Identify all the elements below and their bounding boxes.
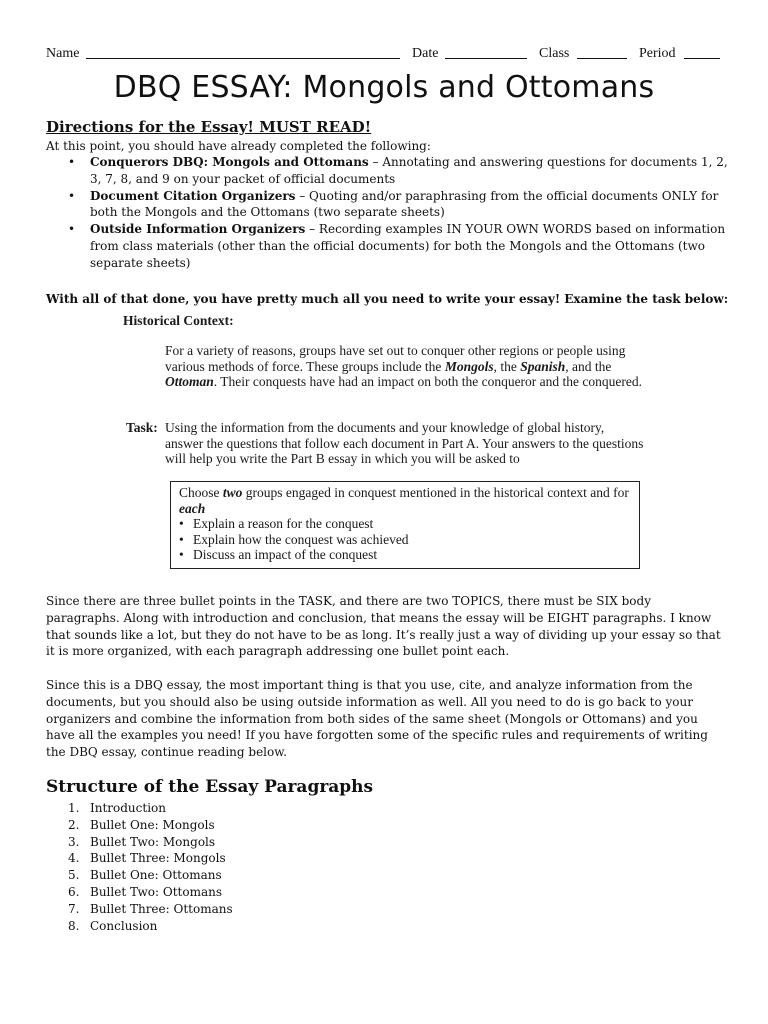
hc-text-part: , and the xyxy=(565,358,612,374)
bullet-icon: • xyxy=(68,222,76,237)
historical-context-label: Historical Context: xyxy=(123,313,234,328)
item-title: Conquerors DBQ: Mongols and Ottomans xyxy=(90,155,369,169)
structure-heading: Structure of the Essay Paragraphs xyxy=(46,777,374,797)
list-item xyxy=(46,188,736,222)
embedded-task-excerpt xyxy=(114,309,654,579)
list-item xyxy=(46,834,233,851)
list-item: • Discuss an impact of the conquest xyxy=(179,547,631,563)
item-label: Bullet One: Ottomans xyxy=(90,868,222,883)
hc-spanish: Spanish xyxy=(520,358,566,374)
examine-task-instruction: With all of that done, you have pretty much all you need to write your essay! Examine the task below: xyxy=(46,292,729,306)
list-item: • Explain how the conquest was achieved xyxy=(179,532,631,548)
bullet-icon: • xyxy=(68,155,76,169)
hc-text-part: , the xyxy=(493,358,521,374)
item-label: Bullet Two: Ottomans xyxy=(90,884,223,899)
bullet-icon: • xyxy=(68,188,76,203)
paragraph-six-body: Since there are three bullet points in the TASK, and there are two TOPICS, there must be SIX body paragraphs. Along with introduction and conclusion, that means the essay will be EIGHT paragraphs. I know that sounds like a lot, but they do not have to be as long. It’s really just a way of dividing up your essay so that it is more organized, with each paragraph addressing one bullet point each. xyxy=(46,594,721,659)
page-title: DBQ ESSAY: Mongols and Ottomans xyxy=(113,70,655,105)
task-text: Using the information from the documents and your knowledge of global history, answer the questions that follow each document in Part A. Your answers to the questions will help you write the Part B essay in which you will be asked to xyxy=(165,420,644,466)
period-label: Period xyxy=(639,46,676,61)
name-label: Name xyxy=(46,46,80,61)
class-label: Class xyxy=(539,46,570,61)
list-item xyxy=(46,867,233,884)
list-item xyxy=(46,901,233,918)
structure-list xyxy=(46,800,233,934)
name-blank[interactable] xyxy=(86,46,400,59)
item-text: – Recording examples IN YOUR OWN WORDS based on information from class materials (other than the official documents) for both the Mongols and the Ottomans (two separate sheets) xyxy=(90,222,726,270)
item-label: Bullet Two: Mongols xyxy=(90,834,216,849)
completed-tasks-list xyxy=(46,154,736,272)
list-item xyxy=(46,800,233,817)
list-item xyxy=(46,918,233,935)
task-box xyxy=(170,481,640,569)
student-info-line xyxy=(46,46,726,64)
historical-context-text xyxy=(165,343,645,390)
date-blank[interactable] xyxy=(445,46,527,59)
item-text: – Quoting and/or paraphrasing from the official documents ONLY for both the Mongols and the Ottomans (two separate sheets) xyxy=(90,188,719,220)
item-number: 4. xyxy=(68,851,80,866)
task-label: Task: xyxy=(126,420,158,435)
hc-text-part: For a variety of reasons, groups have set out to conquer other regions or people using various methods of force. These groups include the xyxy=(165,343,626,374)
item-number: 3. xyxy=(68,834,80,849)
hc-ottoman: Ottoman xyxy=(165,374,214,389)
item-number: 7. xyxy=(68,901,80,916)
item-label: Conclusion xyxy=(90,918,158,933)
item-label: Bullet Three: Mongols xyxy=(90,851,226,866)
item-title: Outside Information Organizers xyxy=(90,222,306,237)
paragraph-dbq-essay: Since this is a DBQ essay, the most important thing is that you use, cite, and analyze information from the documents, but you should also be using outside information as well. All you need to do is go back to your organizers and combine the information from both sides of the same sheet (Mongols or Ottomans) and you have all the examples you need! If you have forgotten some of the specific rules and requirements of writing the DBQ essay, continue reading below. xyxy=(46,678,708,760)
list-item xyxy=(46,221,736,271)
item-label: Bullet One: Mongols xyxy=(90,817,215,832)
task-box-list xyxy=(179,516,631,563)
directions-intro: At this point, you should have already completed the following: xyxy=(46,139,431,153)
list-item xyxy=(46,154,736,188)
item-number: 6. xyxy=(68,884,80,899)
box-lead-text: groups engaged in conquest mentioned in the historical context and for xyxy=(242,485,629,500)
box-each: each xyxy=(179,500,206,516)
list-item xyxy=(46,884,233,901)
item-number: 1. xyxy=(68,801,80,815)
item-number: 2. xyxy=(68,817,80,832)
date-label: Date xyxy=(412,46,439,61)
box-two: two xyxy=(222,485,243,500)
list-item: • Explain a reason for the conquest xyxy=(179,516,631,532)
item-number: 8. xyxy=(68,918,80,933)
list-item xyxy=(46,817,233,834)
class-blank[interactable] xyxy=(577,46,627,59)
item-number: 5. xyxy=(68,868,80,883)
box-lead-text: Choose xyxy=(179,485,223,500)
task-box-lead xyxy=(179,485,631,516)
item-label: Introduction xyxy=(90,801,166,815)
item-label: Bullet Three: Ottomans xyxy=(90,901,233,916)
period-blank[interactable] xyxy=(684,46,720,59)
directions-heading: Directions for the Essay! MUST READ! xyxy=(46,118,372,136)
item-title: Document Citation Organizers xyxy=(90,188,296,203)
hc-text-part: . Their conquests have had an impact on both the conqueror and the conquered. xyxy=(213,374,643,389)
list-item xyxy=(46,850,233,867)
item-text: – Annotating and answering questions for documents 1, 2, 3, 7, 8, and 9 on your packet of official documents xyxy=(90,155,728,186)
hc-mongols: Mongols xyxy=(444,358,494,374)
